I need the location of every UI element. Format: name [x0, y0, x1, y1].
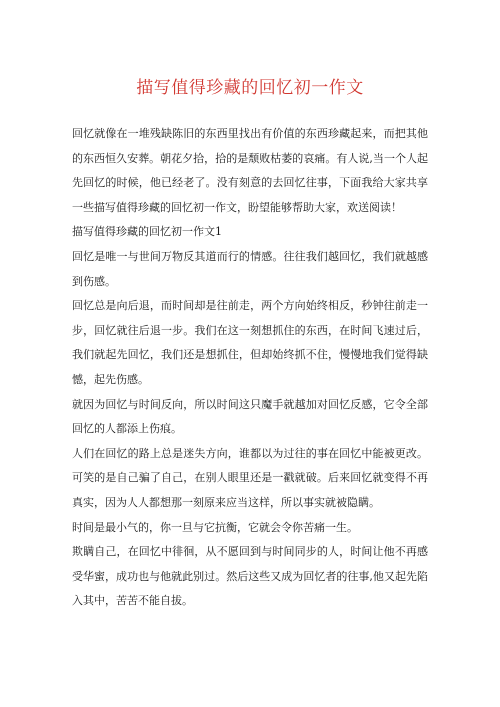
paragraph: 人们在回忆的路上总是迷失方向，谁都以为过往的事在回忆中能被更改。可笑的是自己骗了自己，在别人眼里还是一戳就破。后来回忆就变得不再真实，因为人人都想那一刻原来应当这样，所以事实就被隐瞒。	[72, 446, 428, 509]
section-heading: 描写值得珍藏的回忆初一作文1	[72, 225, 222, 239]
paragraph: 就因为回忆与时间反向，所以时间这只魔手就越加对回忆反感，它令全部回忆的人都添上伤痕。	[72, 397, 428, 436]
paragraph-intro: 回忆就像在一堆残缺陈旧的东西里找出有价值的东西珍藏起来，而把其他的东西恒久安葬。朝花夕拾，拾的是颓败枯萎的哀痛。有人说,当一个人起先回忆的时候，他已经老了。没有刻意的去回忆往事，下面我给大家共享一些描写值得珍藏的回忆初一作文，盼望能够帮助大家，欢送阅读！	[72, 127, 428, 214]
paragraph: 回忆总是向后退，而时间却是往前走，两个方向始终相反，秒钟往前走一步，回忆就往后退一步。我们在这一刻想抓住的东西，在时间飞速过后，我们就起先回忆，我们还是想抓住，但却始终抓不住，慢慢地我们觉得缺憾，起先伤感。	[72, 299, 428, 386]
paragraph: 回忆是唯一与世间万物反其道而行的情感。往往我们越回忆，我们就越感到伤感。	[72, 249, 428, 288]
document-title: 描写值得珍藏的回忆初一作文	[136, 78, 364, 98]
paragraph: 欺瞒自己，在回忆中徘徊，从不愿回到与时间同步的人，时间让他不再感受华蜜，成功也与他就此别过。然后这些又成为回忆者的往事,他又起先陷入其中，苦苦不能自拔。	[72, 545, 428, 608]
paragraph: 时间是最小气的，你一旦与它抗衡，它就会令你苦痛一生。	[72, 520, 358, 534]
